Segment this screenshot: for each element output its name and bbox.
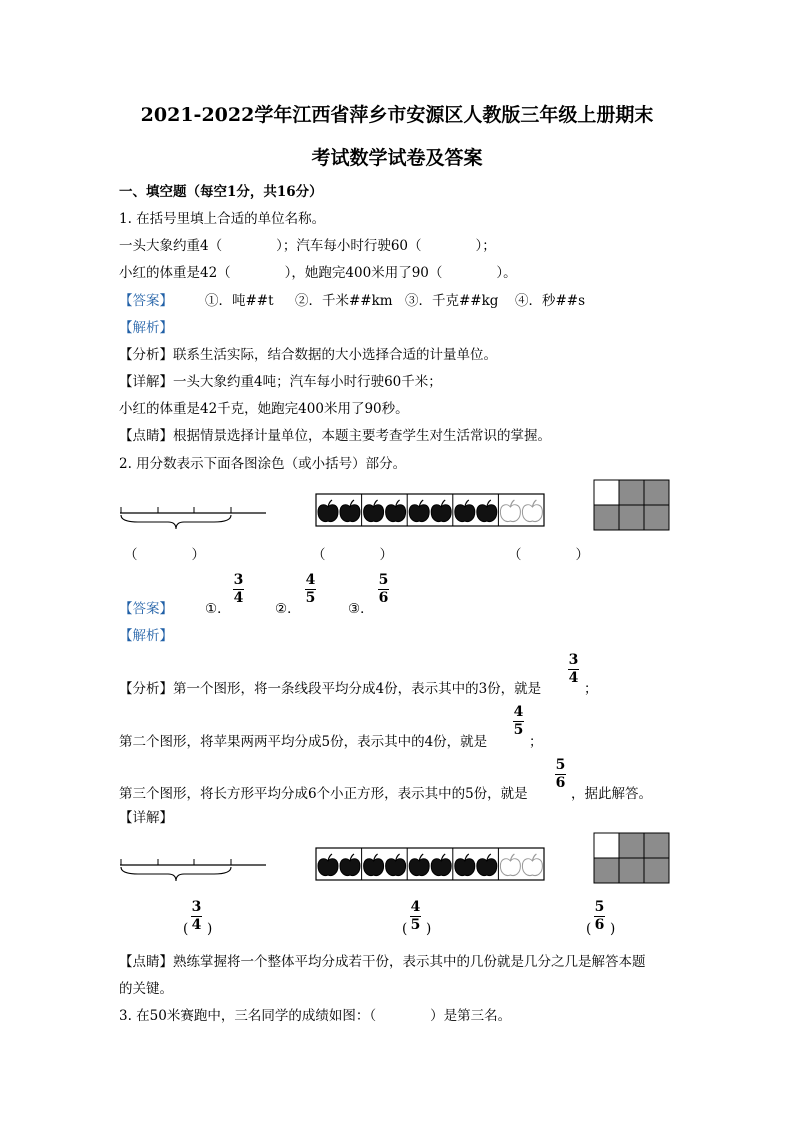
q1-answer-label: 【答案】 xyxy=(119,293,173,309)
apple-filled-icon xyxy=(455,505,475,522)
q1-analysis-label: 【解析】 xyxy=(119,320,173,336)
detail-fraction-1: 3 4 xyxy=(191,899,202,933)
q1-fenxi: 【分析】联系生活实际，结合数据的大小选择合适的计量单位。 xyxy=(119,347,497,363)
apple-empty-icon xyxy=(522,505,542,522)
q2-fenxi-fraction-3: 5 6 xyxy=(555,757,566,791)
q2-fenxi-1: 【分析】第一个图形，将一条线段平均分成4份，表示其中的3份，就是 xyxy=(119,681,542,697)
apple-filled-icon xyxy=(409,505,429,522)
q1-answer-3: ③．千克##kg xyxy=(405,293,499,309)
q2-answer-mark-2: ②． xyxy=(275,601,301,617)
apple-filled-icon xyxy=(340,505,360,522)
page-title-line-2: 考试数学试卷及答案 xyxy=(311,147,483,169)
q2-fenxi-fraction-2: 4 5 xyxy=(513,704,524,738)
apple-filled-icon xyxy=(409,859,429,876)
q2-fenxi-2-end: ； xyxy=(529,734,543,750)
apple-filled-icon xyxy=(318,505,338,522)
q1-line-a: 一头大象约重4（ ）；汽车每小时行驶60（ ）； xyxy=(119,238,496,254)
q2-answer-fraction-3: 5 6 xyxy=(378,572,389,606)
q2-xiangjie-label: 【详解】 xyxy=(119,810,173,826)
section-heading: 一、填空题（每空1分，共16分） xyxy=(119,184,323,200)
q2-fenxi-1-end: ； xyxy=(584,681,598,697)
detail-paren-open-3: ( xyxy=(586,921,592,937)
q2-fenxi-3-end: ，据此解答。 xyxy=(571,786,652,802)
q1-answer-2: ②．千米##km xyxy=(295,293,393,309)
q2-blank-3: （ ） xyxy=(508,547,589,563)
apple-figure-detail xyxy=(315,847,545,881)
apple-filled-icon xyxy=(477,859,497,876)
q2-dianjing-1: 【点睛】熟练掌握将一个整体平均分成若干份，表示其中的几份就是几分之几是解答本题 xyxy=(119,954,646,970)
apple-empty-icon xyxy=(522,859,542,876)
detail-fraction-2: 4 5 xyxy=(410,899,421,933)
apple-empty-icon xyxy=(500,505,520,522)
grid-figure-detail xyxy=(593,832,671,884)
q3-stem: 3. 在50米赛跑中，三名同学的成绩如图：（ ）是第三名。 xyxy=(119,1008,512,1024)
q2-fenxi-3: 第三个图形，将长方形平均分成6个小正方形，表示其中的5份，就是 xyxy=(119,786,528,802)
q2-fenxi-2: 第二个图形，将苹果两两平均分成5份，表示其中的4份，就是 xyxy=(119,734,488,750)
detail-paren-close-1: ) xyxy=(207,921,213,937)
apple-filled-icon xyxy=(364,505,384,522)
apple-filled-icon xyxy=(431,859,451,876)
apple-filled-icon xyxy=(477,505,497,522)
detail-paren-open-1: ( xyxy=(183,921,189,937)
q2-fenxi-fraction-1: 3 4 xyxy=(568,652,579,686)
segment-figure-detail xyxy=(118,857,268,887)
q1-answer-4: ④．秒##s xyxy=(515,293,586,309)
detail-paren-open-2: ( xyxy=(402,921,408,937)
detail-paren-close-2: ) xyxy=(426,921,432,937)
apple-empty-icon xyxy=(500,859,520,876)
apple-filled-icon xyxy=(431,505,451,522)
apple-filled-icon xyxy=(386,859,406,876)
q2-answer-mark-3: ③． xyxy=(348,601,374,617)
detail-fraction-3: 5 6 xyxy=(594,899,605,933)
apple-filled-icon xyxy=(340,859,360,876)
q1-xiangjie-1: 【详解】一头大象约重4吨；汽车每小时行驶60千米； xyxy=(119,374,442,390)
q2-analysis-label: 【解析】 xyxy=(119,628,173,644)
q1-dianjing: 【点睛】根据情景选择计量单位，本题主要考查学生对生活常识的掌握。 xyxy=(119,428,551,444)
q1-xiangjie-2: 小红的体重是42千克，她跑完400米用了90秒。 xyxy=(119,401,409,417)
q2-blank-2: （ ） xyxy=(312,547,393,563)
grid-figure xyxy=(593,479,671,531)
apple-filled-icon xyxy=(455,859,475,876)
page-title-line-1: 2021-2022学年江西省萍乡市安源区人教版三年级上册期末 xyxy=(140,104,654,126)
q2-answer-mark-1: ①． xyxy=(205,601,231,617)
apple-figure xyxy=(315,493,545,527)
apple-filled-icon xyxy=(364,859,384,876)
q2-answer-label: 【答案】 xyxy=(119,601,173,617)
q2-dianjing-2: 的关键。 xyxy=(119,981,173,997)
q1-stem: 1. 在括号里填上合适的单位名称。 xyxy=(119,211,326,227)
segment-figure xyxy=(118,505,268,535)
q2-answer-fraction-2: 4 5 xyxy=(305,572,316,606)
q1-answer-1: ①．吨##t xyxy=(205,293,274,309)
q2-blank-1: （ ） xyxy=(124,547,205,563)
q1-line-b: 小红的体重是42（ ），她跑完400米用了90（ ）。 xyxy=(119,265,517,281)
apple-filled-icon xyxy=(318,859,338,876)
apple-filled-icon xyxy=(386,505,406,522)
detail-paren-close-3: ) xyxy=(610,921,616,937)
q2-answer-fraction-1: 3 4 xyxy=(233,572,244,606)
q2-stem: 2. 用分数表示下面各图涂色（或小括号）部分。 xyxy=(119,456,407,472)
